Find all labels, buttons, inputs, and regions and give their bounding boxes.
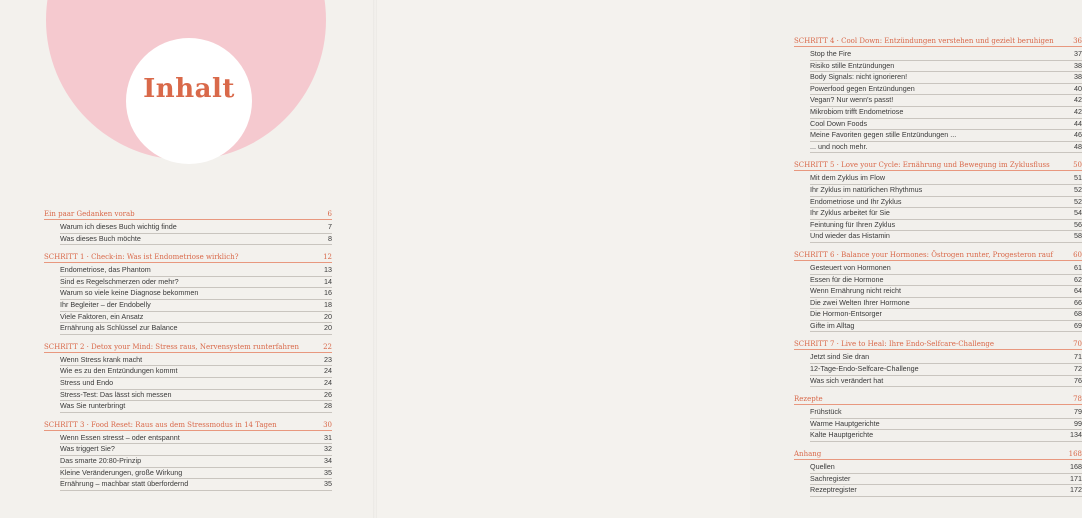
- entry-title: Stop the Fire: [810, 49, 852, 58]
- toc-entry[interactable]: [60, 378, 332, 390]
- toc-section: [794, 395, 1082, 442]
- entry-title: Was dieses Buch möchte: [60, 233, 141, 243]
- toc-entry[interactable]: [810, 231, 1082, 243]
- section-page-number: 36: [1073, 37, 1082, 45]
- entry-page-number: 99: [1074, 418, 1082, 428]
- toc-left-column: [44, 210, 332, 499]
- toc-entry[interactable]: [810, 95, 1082, 107]
- toc-entry[interactable]: [60, 234, 332, 246]
- toc-entry[interactable]: [60, 456, 332, 468]
- toc-entry[interactable]: [810, 107, 1082, 119]
- entry-page-number: 31: [324, 432, 332, 442]
- toc-entry[interactable]: [810, 84, 1082, 96]
- toc-entry[interactable]: [60, 265, 332, 277]
- section-page-number: 30: [323, 420, 332, 429]
- toc-entry[interactable]: [810, 352, 1082, 364]
- toc-entry[interactable]: [810, 376, 1082, 388]
- entry-title: Powerfood gegen Entzündungen: [810, 83, 915, 93]
- section-heading-text: Rezepte: [794, 395, 823, 404]
- section-heading-text: Anhang: [794, 450, 822, 459]
- entry-title: Ihr Zyklus arbeitet für Sie: [810, 208, 890, 218]
- entry-page-number: 171: [1070, 473, 1082, 483]
- entry-page-number: 24: [324, 366, 332, 376]
- entry-page-number: 24: [324, 377, 332, 387]
- toc-entry[interactable]: [810, 49, 1082, 61]
- section-heading-text: SCHRITT 5 · Love your Cycle: Ernährung und Bewegung im Zyklusfluss: [794, 161, 1050, 170]
- toc-section: [794, 340, 1082, 387]
- toc-entry[interactable]: [810, 197, 1082, 209]
- toc-entry[interactable]: [810, 474, 1082, 486]
- entry-title: Quellen: [810, 462, 835, 472]
- book-gutter: [373, 0, 377, 518]
- entry-page-number: 18: [324, 299, 332, 309]
- toc-entry[interactable]: [60, 366, 332, 378]
- section-heading-text: SCHRITT 7 · Live to Heal: Ihre Endo-Selfcare-Challenge: [794, 340, 994, 349]
- entry-page-number: 62: [1074, 274, 1082, 284]
- toc-entry[interactable]: [810, 173, 1082, 185]
- section-page-number: 50: [1073, 161, 1082, 170]
- entry-title: Ernährung – machbar statt überfordernd: [60, 479, 189, 489]
- toc-entry[interactable]: [60, 312, 332, 324]
- section-heading[interactable]: [44, 343, 332, 353]
- entry-title: Wenn Essen stresst – oder entspannt: [60, 432, 180, 442]
- entry-page-number: 38: [1074, 72, 1082, 82]
- toc-entry[interactable]: [60, 277, 332, 289]
- entry-page-number: 7: [328, 222, 332, 231]
- toc-entry[interactable]: [60, 323, 332, 335]
- section-heading[interactable]: [794, 340, 1082, 350]
- entry-page-number: 44: [1074, 118, 1082, 128]
- entry-title: Cool Down Foods: [810, 118, 868, 128]
- toc-entry[interactable]: [810, 119, 1082, 131]
- toc-entry[interactable]: [810, 364, 1082, 376]
- entry-title: Mit dem Zyklus im Flow: [810, 173, 886, 183]
- toc-entry[interactable]: [810, 430, 1082, 442]
- toc-entry[interactable]: [60, 444, 332, 456]
- entry-title: Was triggert Sie?: [60, 444, 115, 454]
- section-heading-text: SCHRITT 3 · Food Reset: Raus aus dem Stressmodus in 14 Tagen: [44, 420, 277, 429]
- entry-page-number: 42: [1074, 95, 1082, 105]
- toc-entry[interactable]: [810, 286, 1082, 298]
- entry-title: Endometriose und Ihr Zyklus: [810, 196, 902, 206]
- toc-entry[interactable]: [810, 208, 1082, 220]
- section-heading[interactable]: [794, 37, 1082, 47]
- toc-section: [794, 251, 1082, 333]
- entry-page-number: 20: [324, 311, 332, 321]
- toc-section: [794, 37, 1082, 153]
- entry-page-number: 26: [324, 389, 332, 399]
- entry-title: Endometriose, das Phantom: [60, 265, 151, 275]
- entry-page-number: 79: [1074, 407, 1082, 417]
- entry-title: Rezeptregister: [810, 485, 857, 495]
- entry-page-number: 8: [328, 233, 332, 243]
- toc-entry[interactable]: [810, 298, 1082, 310]
- toc-entry[interactable]: [810, 321, 1082, 333]
- toc-entry[interactable]: [810, 61, 1082, 73]
- toc-entry[interactable]: [60, 479, 332, 491]
- entry-title: Das smarte 20:80-Prinzip: [60, 455, 142, 465]
- entry-title: Was sich verändert hat: [810, 375, 884, 385]
- entry-title: Jetzt sind Sie dran: [810, 352, 870, 362]
- entry-page-number: 16: [324, 288, 332, 298]
- toc-entry[interactable]: [60, 300, 332, 312]
- entry-page-number: 20: [324, 323, 332, 333]
- entry-page-number: 48: [1074, 141, 1082, 151]
- entry-page-number: 42: [1074, 106, 1082, 116]
- entry-page-number: 61: [1074, 262, 1082, 272]
- entry-page-number: 52: [1074, 196, 1082, 206]
- entry-title: Wie es zu den Entzündungen kommt: [60, 366, 178, 376]
- entry-title: Essen für die Hormone: [810, 274, 884, 284]
- entry-page-number: 58: [1074, 231, 1082, 241]
- section-page-number: 6: [327, 210, 332, 218]
- entry-title: Ihr Begleiter – der Endobelly: [60, 299, 151, 309]
- entry-title: Ernährung als Schlüssel zur Balance: [60, 323, 178, 333]
- entry-title: Die Hormon-Entsorger: [810, 309, 882, 319]
- toc-section: [794, 450, 1082, 497]
- toc-section: [44, 343, 332, 413]
- entry-page-number: 72: [1074, 364, 1082, 374]
- entry-page-number: 13: [324, 265, 332, 275]
- entry-title: Meine Favoriten gegen stille Entzündungen ...: [810, 130, 957, 140]
- entry-page-number: 37: [1074, 49, 1082, 58]
- toc-entry[interactable]: [60, 401, 332, 413]
- toc-section: [44, 210, 332, 245]
- page-title: Inhalt: [143, 74, 235, 104]
- section-page-number: 168: [1068, 450, 1082, 459]
- section-page-number: 78: [1073, 395, 1082, 404]
- entry-title: ... und noch mehr.: [810, 141, 868, 151]
- section-page-number: 12: [323, 253, 332, 262]
- entry-title: Body Signals: nicht ignorieren!: [810, 72, 908, 82]
- section-heading[interactable]: [794, 450, 1082, 460]
- entry-page-number: 35: [324, 467, 332, 477]
- toc-entry[interactable]: [810, 220, 1082, 232]
- toc-entry[interactable]: [810, 275, 1082, 287]
- toc-entry[interactable]: [810, 462, 1082, 474]
- section-heading-text: SCHRITT 4 · Cool Down: Entzündungen verstehen und gezielt beruhigen: [794, 37, 1054, 45]
- entry-title: Frühstück: [810, 407, 842, 417]
- section-heading[interactable]: [794, 251, 1082, 261]
- entry-page-number: 40: [1074, 83, 1082, 93]
- entry-page-number: 28: [324, 401, 332, 411]
- entry-title: Risiko stille Entzündungen: [810, 60, 895, 70]
- entry-page-number: 168: [1070, 462, 1082, 472]
- left-page: [0, 0, 375, 518]
- section-heading[interactable]: [794, 395, 1082, 405]
- toc-section: [44, 421, 332, 491]
- entry-title: Ihr Zyklus im natürlichen Rhythmus: [810, 184, 923, 194]
- entry-page-number: 76: [1074, 375, 1082, 385]
- toc-entry[interactable]: [810, 185, 1082, 197]
- entry-page-number: 38: [1074, 60, 1082, 70]
- entry-title: Kleine Veränderungen, große Wirkung: [60, 467, 183, 477]
- section-page-number: 22: [323, 342, 332, 351]
- toc-entry[interactable]: [60, 222, 332, 234]
- right-page: [375, 0, 1082, 518]
- toc-entry[interactable]: [60, 355, 332, 367]
- toc-entry[interactable]: [810, 419, 1082, 431]
- entry-page-number: 14: [324, 276, 332, 286]
- entry-page-number: 35: [324, 479, 332, 489]
- entry-title: Gifte im Alltag: [810, 320, 855, 330]
- entry-page-number: 134: [1070, 430, 1082, 440]
- section-page-number: 60: [1073, 250, 1082, 259]
- entry-page-number: 54: [1074, 208, 1082, 218]
- entry-title: Die zwei Welten Ihrer Hormone: [810, 297, 910, 307]
- entry-page-number: 34: [324, 455, 332, 465]
- section-heading-text: Ein paar Gedanken vorab: [44, 210, 135, 218]
- section-page-number: 70: [1073, 340, 1082, 349]
- toc-entry[interactable]: [810, 130, 1082, 142]
- toc-entry[interactable]: [810, 72, 1082, 84]
- section-heading-text: SCHRITT 2 · Detox your Mind: Stress raus, Nervensystem runterfahren: [44, 342, 299, 351]
- section-heading[interactable]: [794, 161, 1082, 171]
- entry-page-number: 172: [1070, 485, 1082, 495]
- toc-entry[interactable]: [810, 309, 1082, 321]
- entry-title: Wenn Ernährung nicht reicht: [810, 286, 901, 296]
- toc-entry[interactable]: [810, 142, 1082, 154]
- entry-page-number: 32: [324, 444, 332, 454]
- section-heading[interactable]: [44, 421, 332, 431]
- section-heading[interactable]: [44, 253, 332, 263]
- entry-title: Stress und Endo: [60, 377, 114, 387]
- entry-page-number: 51: [1074, 173, 1082, 183]
- toc-section: [44, 253, 332, 335]
- entry-title: Warme Hauptgerichte: [810, 418, 880, 428]
- entry-title: Stress-Test: Das lässt sich messen: [60, 389, 172, 399]
- entry-title: Mikrobiom trifft Endometriose: [810, 106, 904, 116]
- entry-page-number: 69: [1074, 320, 1082, 330]
- entry-page-number: 71: [1074, 352, 1082, 362]
- toc-entry[interactable]: [60, 433, 332, 445]
- entry-title: Sind es Regelschmerzen oder mehr?: [60, 276, 179, 286]
- toc-entry[interactable]: [810, 263, 1082, 275]
- toc-section: [794, 161, 1082, 243]
- toc-entry[interactable]: [810, 485, 1082, 497]
- entry-title: 12-Tage-Endo-Selfcare-Challenge: [810, 364, 919, 374]
- toc-entry[interactable]: [60, 288, 332, 300]
- entry-title: Viele Faktoren, ein Ansatz: [60, 311, 144, 321]
- entry-page-number: 66: [1074, 297, 1082, 307]
- section-heading[interactable]: [44, 210, 332, 220]
- section-heading-text: SCHRITT 6 · Balance your Hormones: Östrogen runter, Progesteron rauf: [794, 250, 1053, 259]
- entry-title: Warum so viele keine Diagnose bekommen: [60, 288, 199, 298]
- entry-title: Wenn Stress krank macht: [60, 354, 143, 364]
- toc-entry[interactable]: [810, 407, 1082, 419]
- entry-title: Feintuning für Ihren Zyklus: [810, 219, 896, 229]
- entry-page-number: 64: [1074, 286, 1082, 296]
- entry-page-number: 23: [324, 354, 332, 364]
- section-heading-text: SCHRITT 1 · Check-in: Was ist Endometriose wirklich?: [44, 253, 239, 262]
- entry-title: Und wieder das Histamin: [810, 231, 890, 241]
- toc-right-column: [794, 37, 1082, 505]
- entry-title: Vegan? Nur wenn's passt!: [810, 95, 894, 105]
- entry-page-number: 68: [1074, 309, 1082, 319]
- toc-entry[interactable]: [60, 468, 332, 480]
- entry-title: Warum ich dieses Buch wichtig finde: [60, 222, 177, 231]
- entry-page-number: 56: [1074, 219, 1082, 229]
- entry-title: Sachregister: [810, 473, 851, 483]
- entry-page-number: 52: [1074, 184, 1082, 194]
- entry-title: Gesteuert von Hormonen: [810, 262, 891, 272]
- entry-title: Was Sie runterbringt: [60, 401, 126, 411]
- entry-page-number: 46: [1074, 130, 1082, 140]
- toc-entry[interactable]: [60, 390, 332, 402]
- entry-title: Kalte Hauptgerichte: [810, 430, 874, 440]
